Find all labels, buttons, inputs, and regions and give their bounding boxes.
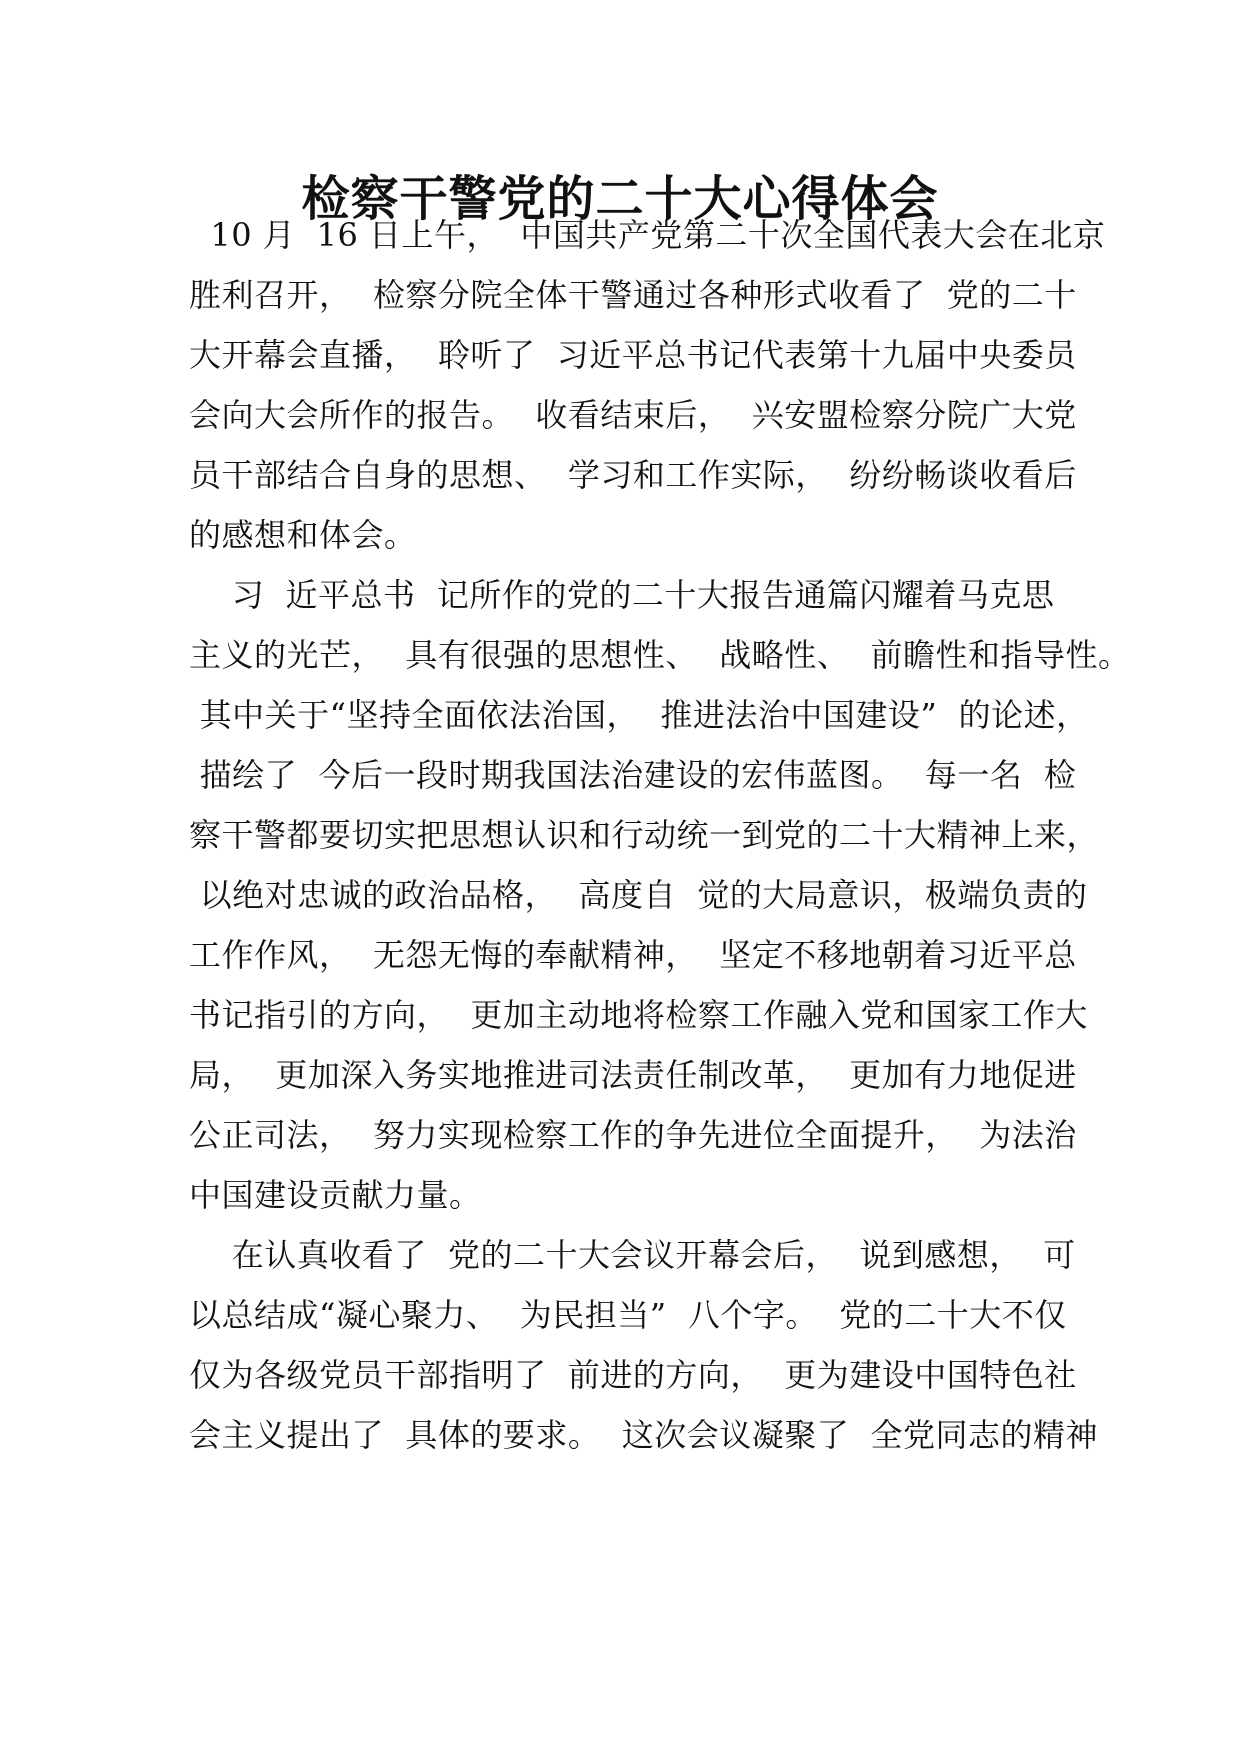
paragraph-line: 工作作风， 无怨无悔的奉献精神， 坚定不移地朝着习近平总 [189, 936, 1077, 974]
paragraph-line: 10 月 16 日上午， 中国共产党第二十次全国代表大会在北京 [189, 216, 1106, 254]
paragraph-line: 察干警都要切实把思想认识和行动统一到党的二十大精神上来， [189, 816, 1100, 854]
paragraph-line: 会主义提出了 具体的要求。 这次会议凝聚了 全党同志的精神 [189, 1416, 1099, 1454]
paragraph-line: 的感想和体会。 [189, 516, 417, 554]
paragraph-line: 主义的光芒， 具有很强的思想性、 战略性、 前瞻性和指导性。 [189, 636, 1131, 674]
document-title: 检察干警党的二十大心得体会 [301, 171, 939, 227]
paragraph-line: 局， 更加深入务实地推进司法责任制改革， 更加有力地促进 [189, 1056, 1077, 1094]
paragraph-line: 以总结成“凝心聚力、 为民担当” 八个字。 党的二十大不仅 [189, 1296, 1067, 1334]
paragraph-line: 习 近平总书 记所作的党的二十大报告通篇闪耀着马克思 [189, 576, 1055, 614]
paragraph-line: 以绝对忠诚的政治品格， 高度自 觉的大局意识，极端负责的 [189, 876, 1088, 914]
paragraph-line: 员干部结合自身的思想、 学习和工作实际， 纷纷畅谈收看后 [189, 456, 1077, 494]
paragraph-line: 其中关于“坚持全面依法治国， 推进法治中国建设” 的论述， [189, 696, 1089, 734]
paragraph-line: 书记指引的方向， 更加主动地将检察工作融入党和国家工作大 [189, 996, 1088, 1034]
paragraph-line: 大开幕会直播， 聆听了 习近平总书记代表第十九届中央委员 [189, 336, 1077, 374]
paragraph-line: 在认真收看了 党的二十大会议开幕会后， 说到感想， 可 [189, 1236, 1076, 1274]
paragraph-line: 公正司法， 努力实现检察工作的争先进位全面提升， 为法治 [189, 1116, 1077, 1154]
paragraph-line: 中国建设贡献力量。 [189, 1176, 482, 1214]
paragraph-line: 描绘了 今后一段时期我国法治建设的宏伟蓝图。 每一名 检 [189, 756, 1077, 794]
paragraph-line: 仅为各级党员干部指明了 前进的方向， 更为建设中国特色社 [189, 1356, 1077, 1394]
paragraph-line: 会向大会所作的报告。 收看结束后， 兴安盟检察分院广大党 [189, 396, 1077, 434]
paragraph-line: 胜利召开， 检察分院全体干警通过各种形式收看了 党的二十 [189, 276, 1077, 314]
